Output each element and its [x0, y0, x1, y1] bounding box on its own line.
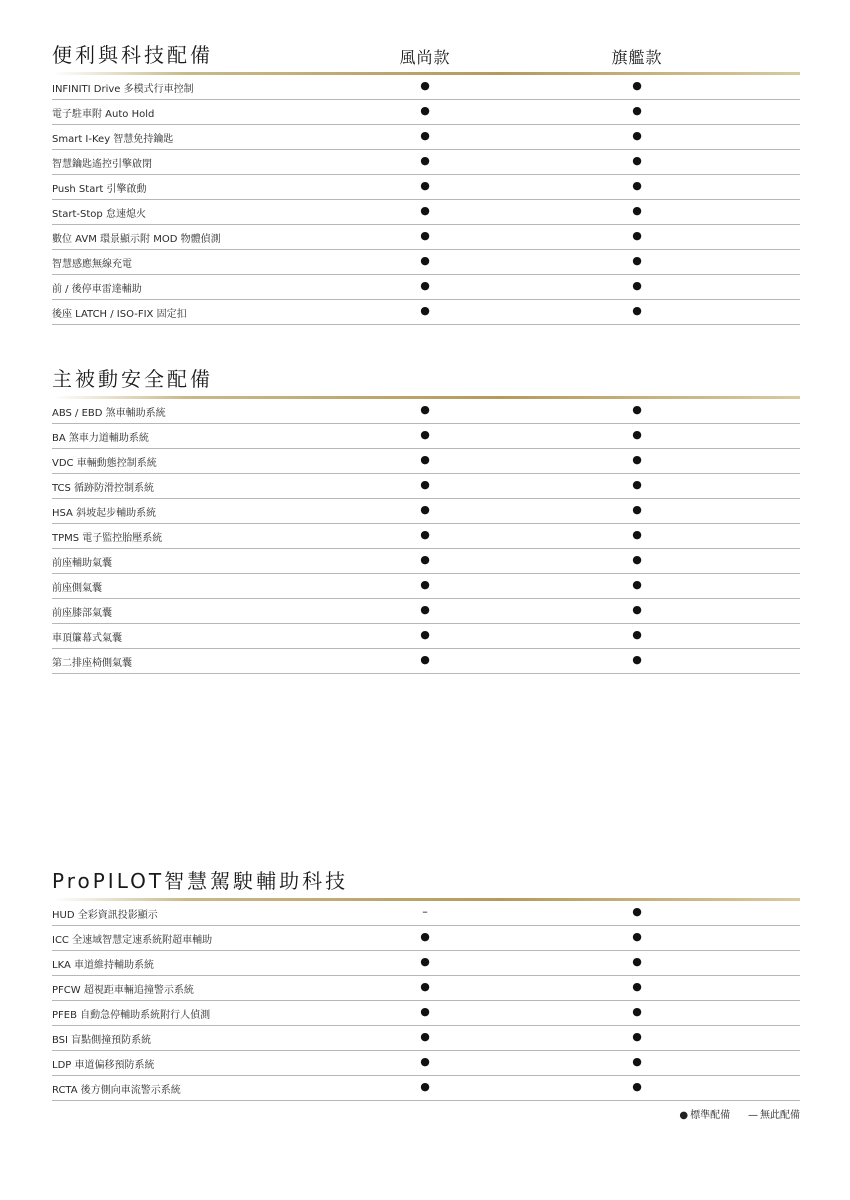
table-row [52, 1051, 800, 1076]
table-row [52, 449, 800, 474]
row-label: 第二排座椅側氣囊 [52, 658, 132, 669]
trim-2-mark: ● [632, 229, 642, 242]
table-row [52, 225, 800, 250]
trim-1-mark: ● [420, 1005, 430, 1018]
trim-1-mark: – [422, 905, 428, 918]
row-label: Smart I-Key 智慧免持鑰匙 [52, 134, 174, 145]
trim-1-mark: ● [420, 980, 430, 993]
trim-1-mark: ● [420, 1055, 430, 1068]
trim-2-mark: ● [632, 204, 642, 217]
table-row [52, 474, 800, 499]
section-convenience-tech [52, 44, 800, 325]
table-row [52, 1076, 800, 1101]
row-label: LKA 車道維持輔助系統 [52, 960, 154, 971]
section-propilot [52, 870, 800, 1101]
row-label: LDP 車道偏移預防系統 [52, 1060, 155, 1071]
table-row [52, 300, 800, 325]
trim-1-mark: ● [420, 428, 430, 441]
spec-table [52, 901, 800, 1101]
section-safety [52, 368, 800, 674]
trim-1-mark: ● [420, 229, 430, 242]
spec-table [52, 399, 800, 674]
trim-1-mark: ● [420, 578, 430, 591]
row-label: 前 / 後停車雷達輔助 [52, 284, 142, 295]
table-row [52, 125, 800, 150]
trim-1-mark: ● [420, 179, 430, 192]
trim-1-mark: ● [420, 1080, 430, 1093]
trim-1-mark: ● [420, 279, 430, 292]
row-label: 前座輔助氣囊 [52, 558, 112, 569]
trim-2-mark: ● [632, 930, 642, 943]
trim-1-mark: ● [420, 955, 430, 968]
legend-standard-label: 標準配備 [690, 1110, 731, 1121]
row-label: PFCW 超視距車輛追撞警示系統 [52, 985, 194, 996]
table-row [52, 926, 800, 951]
trim-1-mark: ● [420, 503, 430, 516]
row-label: TCS 循跡防滑控制系統 [52, 483, 155, 494]
table-row [52, 599, 800, 624]
column-header-trim-2: 旗艦款 [611, 48, 663, 67]
table-row [52, 200, 800, 225]
trim-2-mark: ● [632, 603, 642, 616]
trim-2-mark: ● [632, 955, 642, 968]
trim-1-mark: ● [420, 254, 430, 267]
trim-2-mark: ● [632, 279, 642, 292]
table-row [52, 100, 800, 125]
trim-2-mark: ● [632, 478, 642, 491]
trim-2-mark: ● [632, 79, 642, 92]
row-label: Push Start 引擎啟動 [52, 184, 147, 195]
section-header [52, 870, 800, 898]
table-row [52, 951, 800, 976]
row-label: ICC 全速域智慧定速系統附超車輔助 [52, 935, 213, 946]
trim-2-mark: ● [632, 403, 642, 416]
table-row [52, 549, 800, 574]
table-row [52, 901, 800, 926]
trim-2-mark: ● [632, 1030, 642, 1043]
table-row [52, 976, 800, 1001]
row-label: 前座膝部氣囊 [52, 608, 112, 619]
row-label: 車頂簾幕式氣囊 [52, 633, 122, 644]
table-row [52, 574, 800, 599]
table-row [52, 624, 800, 649]
trim-1-mark: ● [420, 403, 430, 416]
trim-2-mark: ● [632, 553, 642, 566]
trim-1-mark: ● [420, 478, 430, 491]
row-label: 智慧鑰匙遙控引擎啟閉 [52, 159, 152, 170]
trim-2-mark: ● [632, 304, 642, 317]
row-label: PFEB 自動急停輔助系統附行人偵測 [52, 1010, 211, 1021]
row-label: INFINITI Drive 多模式行車控制 [52, 84, 194, 95]
trim-2-mark: ● [632, 154, 642, 167]
section-header [52, 368, 800, 396]
row-label: 智慧感應無線充電 [52, 259, 132, 270]
row-label: RCTA 後方側向車流警示系統 [52, 1085, 181, 1096]
row-label: HSA 斜坡起步輔助系統 [52, 508, 157, 519]
trim-1-mark: ● [420, 1030, 430, 1043]
trim-1-mark: ● [420, 104, 430, 117]
trim-2-mark: ● [632, 179, 642, 192]
row-label: BSI 盲點側撞預防系統 [52, 1035, 152, 1046]
row-label: 後座 LATCH / ISO-FIX 固定扣 [52, 309, 187, 320]
row-label: Start-Stop 怠速熄火 [52, 209, 146, 220]
legend-none-symbol: — [748, 1110, 758, 1121]
trim-2-mark: ● [632, 905, 642, 918]
trim-1-mark: ● [420, 453, 430, 466]
section-title: ProPILOT智慧駕駛輔助科技 [52, 869, 349, 893]
trim-1-mark: ● [420, 154, 430, 167]
table-row [52, 499, 800, 524]
table-row [52, 424, 800, 449]
table-row [52, 399, 800, 424]
trim-2-mark: ● [632, 129, 642, 142]
table-row [52, 250, 800, 275]
row-label: 數位 AVM 環景顯示附 MOD 物體偵測 [52, 234, 221, 245]
trim-1-mark: ● [420, 79, 430, 92]
trim-1-mark: ● [420, 553, 430, 566]
trim-2-mark: ● [632, 1005, 642, 1018]
table-row [52, 275, 800, 300]
trim-2-mark: ● [632, 254, 642, 267]
row-label: TPMS 電子監控胎壓系統 [52, 533, 163, 544]
trim-1-mark: ● [420, 930, 430, 943]
section-header [52, 44, 800, 72]
table-row [52, 524, 800, 549]
trim-2-mark: ● [632, 1080, 642, 1093]
trim-1-mark: ● [420, 603, 430, 616]
table-row [52, 150, 800, 175]
section-title: 主被動安全配備 [52, 367, 213, 391]
trim-2-mark: ● [632, 453, 642, 466]
section-title: 便利與科技配備 [52, 43, 213, 67]
row-label: 電子駐車附 Auto Hold [52, 109, 155, 120]
legend-none-label: 無此配備 [760, 1110, 800, 1121]
trim-1-mark: ● [420, 129, 430, 142]
spec-table [52, 75, 800, 325]
trim-2-mark: ● [632, 104, 642, 117]
trim-2-mark: ● [632, 653, 642, 666]
trim-1-mark: ● [420, 628, 430, 641]
table-row [52, 1001, 800, 1026]
legend-standard-symbol: ● [679, 1110, 689, 1121]
trim-1-mark: ● [420, 528, 430, 541]
table-row [52, 649, 800, 674]
column-header-trim-1: 風尚款 [399, 48, 451, 67]
trim-2-mark: ● [632, 1055, 642, 1068]
trim-2-mark: ● [632, 428, 642, 441]
trim-2-mark: ● [632, 628, 642, 641]
table-row [52, 75, 800, 100]
legend [677, 1106, 800, 1121]
row-label: BA 煞車力道輔助系統 [52, 433, 149, 444]
trim-2-mark: ● [632, 503, 642, 516]
trim-2-mark: ● [632, 578, 642, 591]
trim-2-mark: ● [632, 528, 642, 541]
row-label: ABS / EBD 煞車輔助系統 [52, 408, 166, 419]
table-row [52, 1026, 800, 1051]
trim-1-mark: ● [420, 304, 430, 317]
row-label: VDC 車輛動態控制系統 [52, 458, 157, 469]
trim-1-mark: ● [420, 204, 430, 217]
row-label: 前座側氣囊 [52, 583, 102, 594]
row-label: HUD 全彩資訊投影顯示 [52, 910, 158, 921]
table-row [52, 175, 800, 200]
trim-1-mark: ● [420, 653, 430, 666]
trim-2-mark: ● [632, 980, 642, 993]
